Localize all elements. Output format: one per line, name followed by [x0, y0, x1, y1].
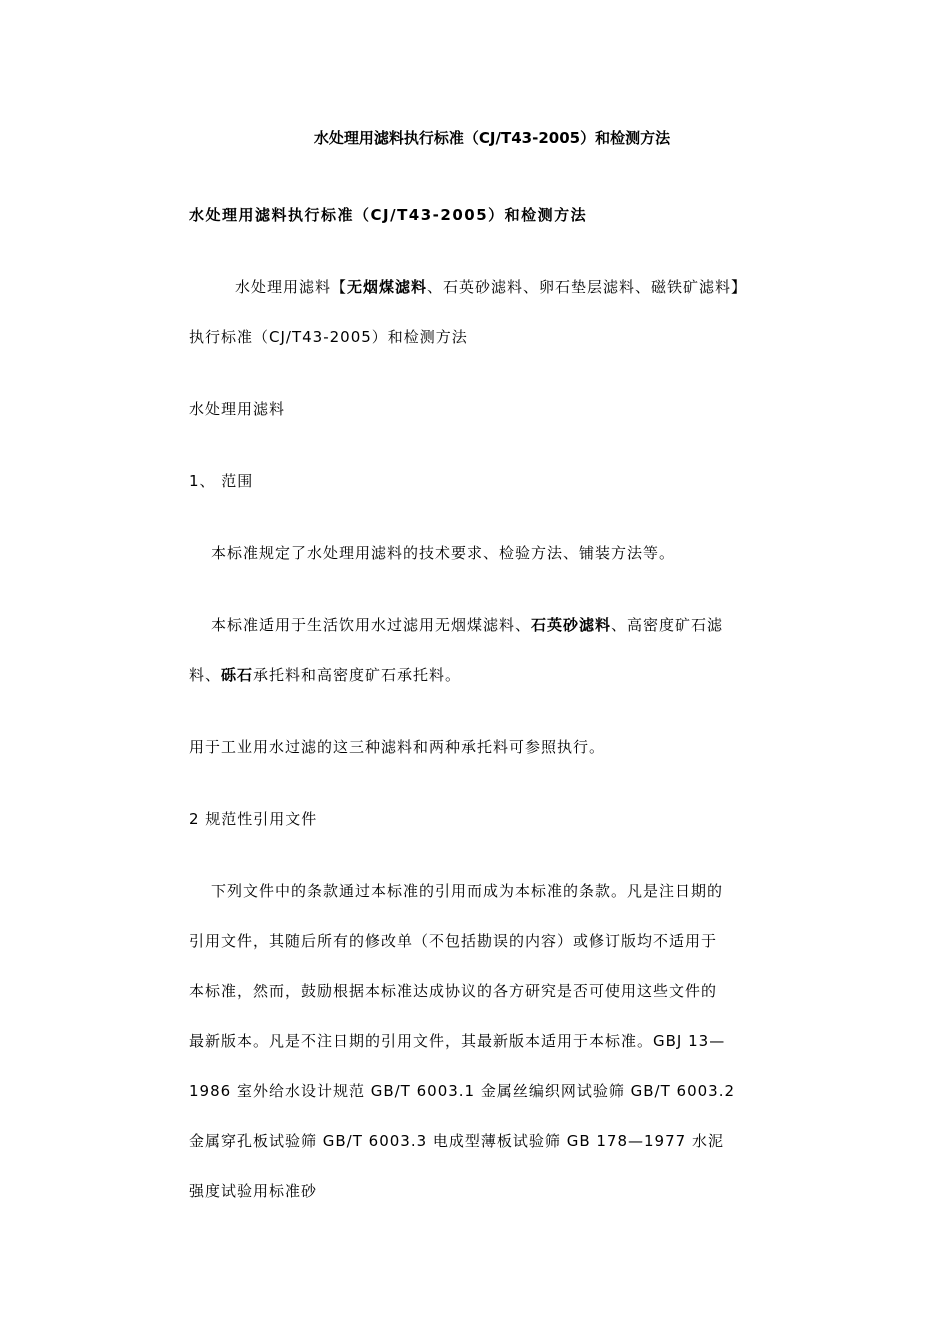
section-1-paragraph-3: 用于工业用水过滤的这三种滤料和两种承托料可参照执行。	[189, 738, 606, 756]
document-body	[189, 205, 804, 1231]
para2-text-a: 本标准适用于生活饮用水过滤用无烟煤滤料、	[211, 616, 532, 634]
intro-paragraph-line-2: 执行标准（CJ/T43-2005）和检测方法	[189, 328, 468, 346]
document-subtitle: 水处理用滤料执行标准（CJ/T43-2005）和检测方法	[189, 206, 588, 224]
section-2-line-1: 下列文件中的条款通过本标准的引用而成为本标准的条款。凡是注日期的	[211, 882, 724, 900]
section-2-heading: 2 规范性引用文件	[189, 810, 318, 828]
section-1-heading: 1、 范围	[189, 472, 254, 490]
para2-text-b: 、高密度矿石滤	[611, 616, 724, 634]
para2-bold-gravel: 砾石	[221, 666, 254, 684]
section-2-line-6: 金属穿孔板试验筛 GB/T 6003.3 电成型薄板试验筛 GB 178—1977 水泥	[189, 1132, 724, 1150]
section-1-paragraph-2-line-2	[189, 665, 804, 737]
section-2-line-4: 最新版本。凡是不注日期的引用文件，其最新版本适用于本标准。GBJ 13—	[189, 1032, 726, 1050]
para2-bold-quartz-sand: 石英砂滤料	[531, 616, 612, 634]
intro-bold-anthracite: 无烟煤滤料	[347, 278, 428, 296]
section-label: 水处理用滤料	[189, 400, 286, 418]
section-2-line-5: 1986 室外给水设计规范 GB/T 6003.1 金属丝编织网试验筛 GB/T 6003.2	[189, 1082, 736, 1100]
section-2-line-3: 本标准，然而，鼓励根据本标准达成协议的各方研究是否可使用这些文件的	[189, 982, 718, 1000]
section-2-line-2: 引用文件，其随后所有的修改单（不包括勘误的内容）或修订版均不适用于	[189, 932, 718, 950]
document-title: 水处理用滤料执行标准（CJ/T43-2005）和检测方法	[313, 129, 671, 147]
intro-suffix: 、石英砂滤料、卵石垫层滤料、磁铁矿滤料】	[427, 278, 748, 296]
intro-paragraph-line-1	[189, 277, 804, 327]
intro-prefix: 水处理用滤料【	[235, 278, 348, 296]
section-1-paragraph-2-line-1	[189, 615, 804, 665]
section-2-line-7: 强度试验用标准砂	[189, 1182, 318, 1200]
para2-text-d: 承托料和高密度矿石承托料。	[253, 666, 462, 684]
section-1-paragraph-1: 本标准规定了水处理用滤料的技术要求、检验方法、铺装方法等。	[211, 544, 676, 562]
para2-text-c: 料、	[189, 666, 222, 684]
